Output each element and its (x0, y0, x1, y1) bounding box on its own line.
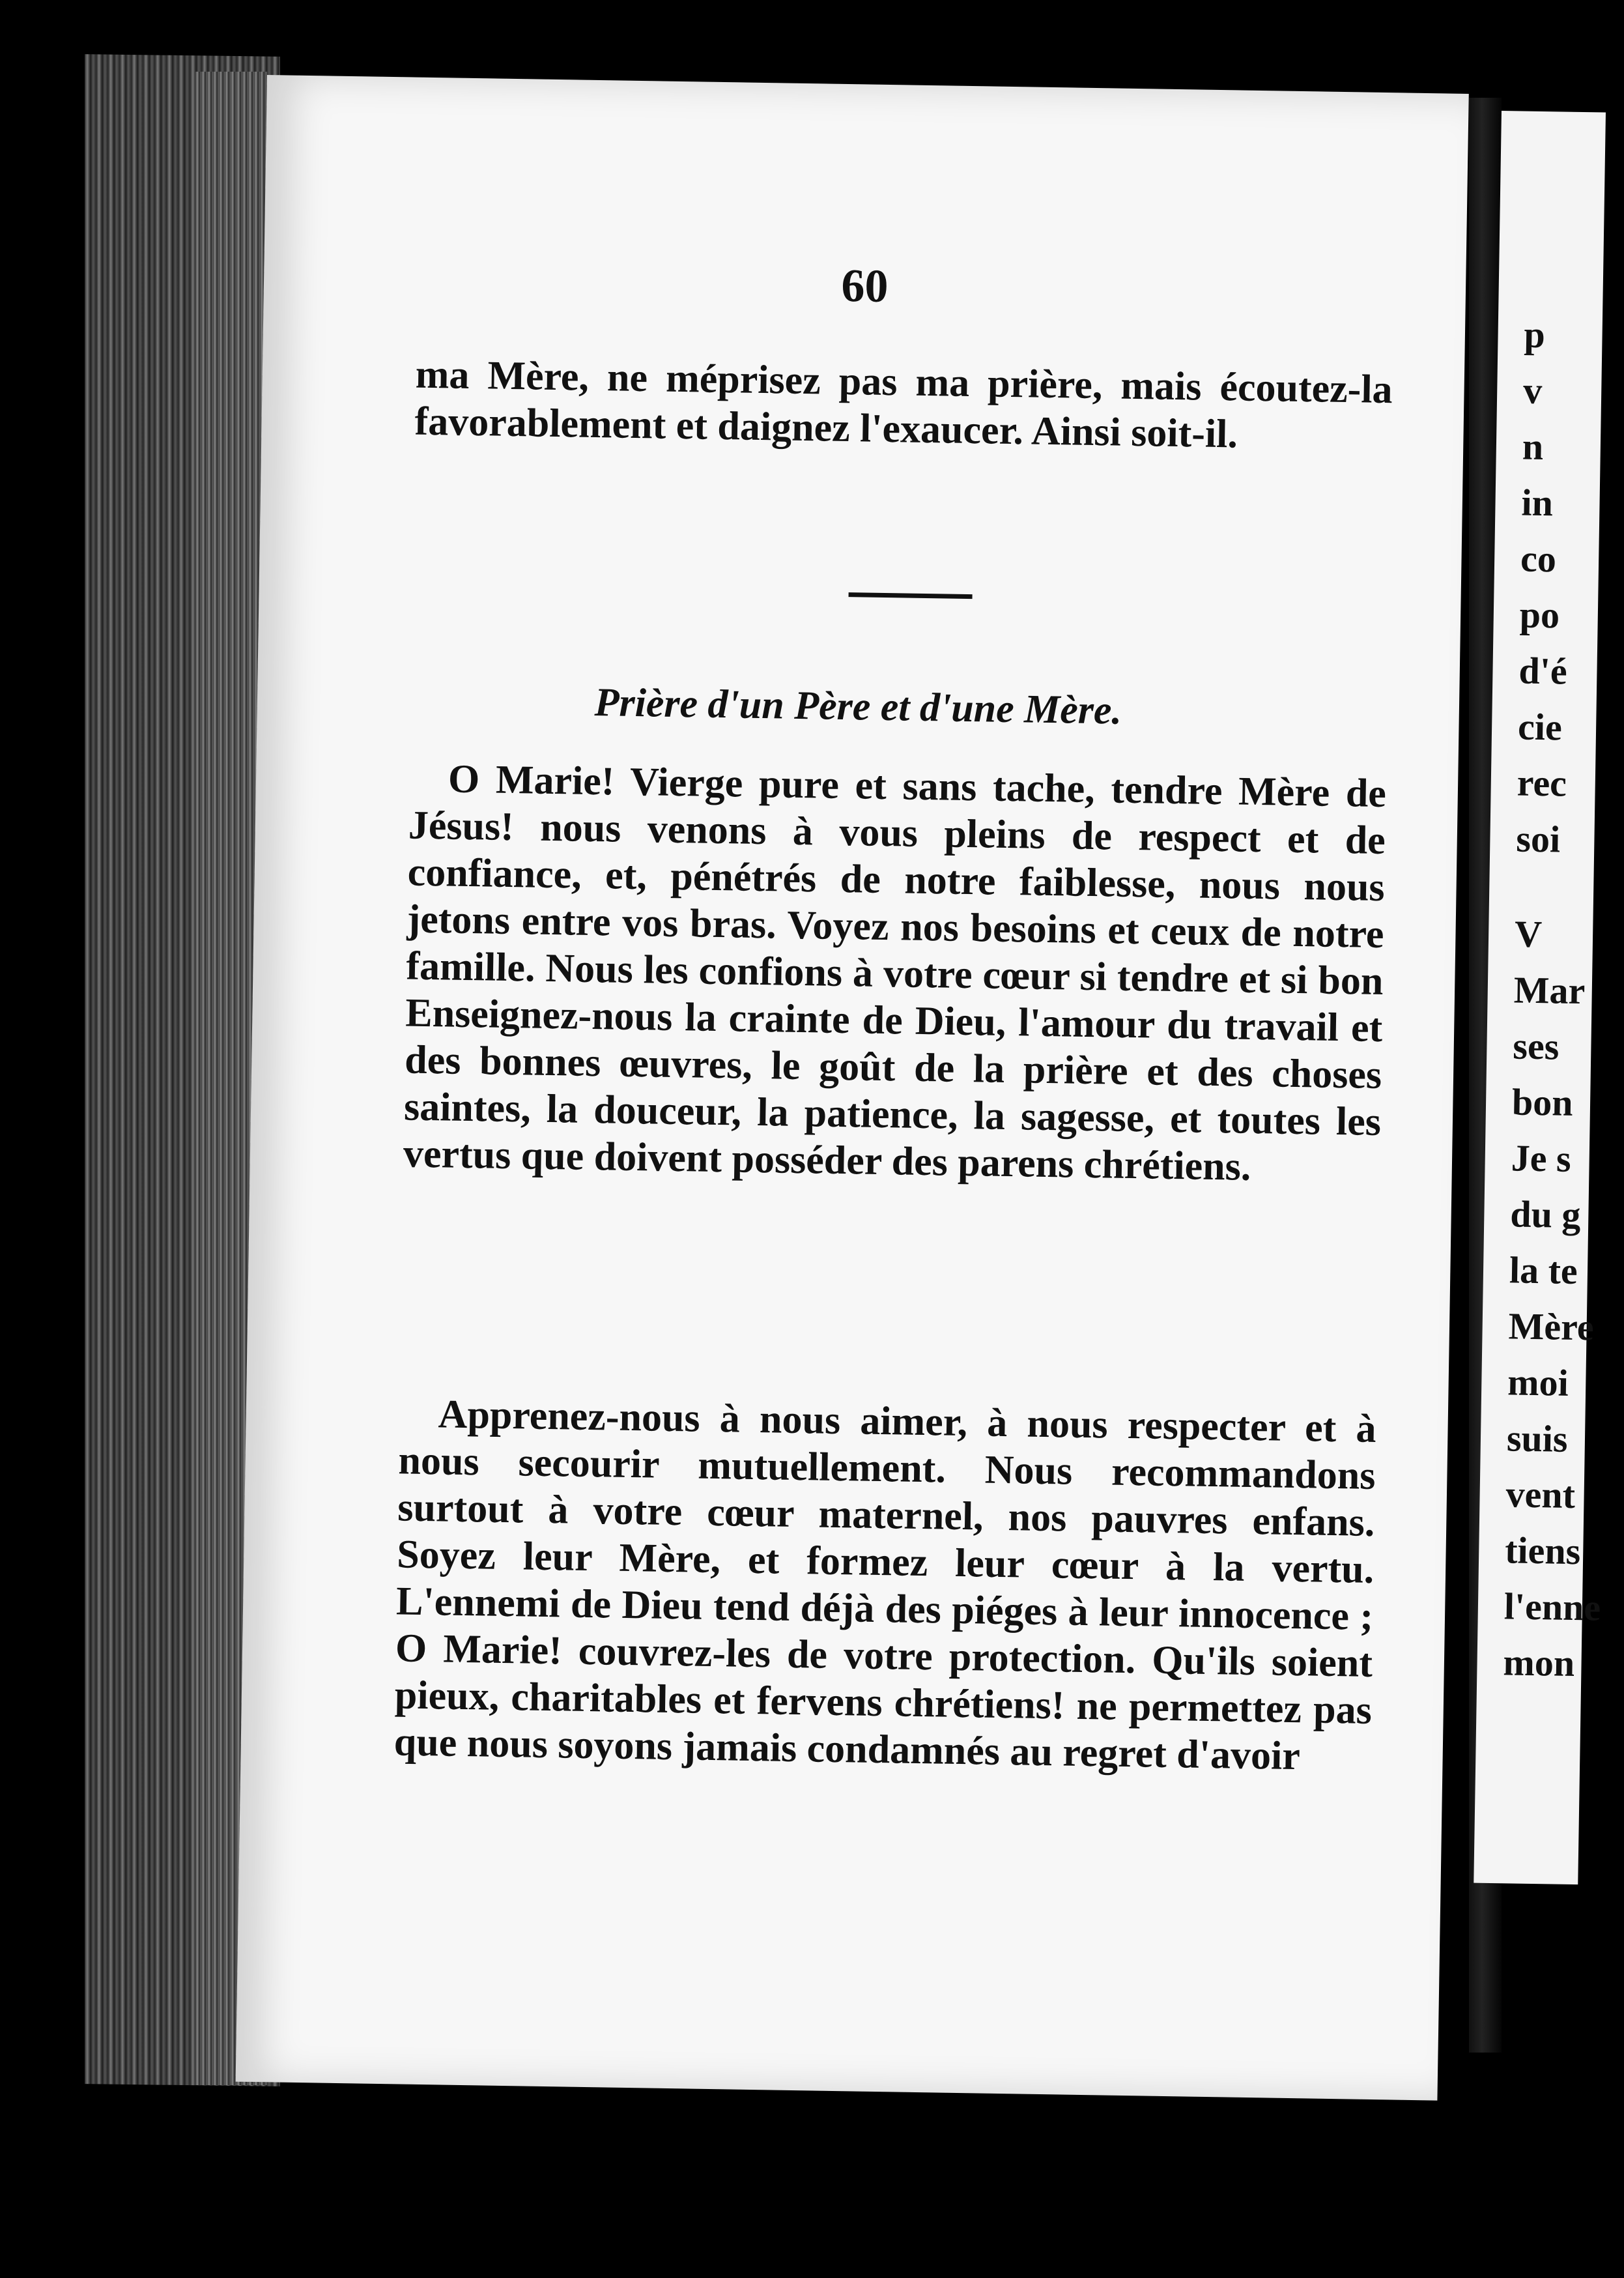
next-page-fragment: tiens (1504, 1529, 1581, 1573)
next-page-fragment: po (1519, 593, 1560, 637)
next-page-fragment: mon (1503, 1641, 1575, 1685)
next-page-text (1503, 307, 1621, 1692)
next-page-fragment: cie (1517, 705, 1563, 749)
section-divider (849, 592, 973, 599)
page-number: 60 (840, 259, 889, 313)
next-page-fragment: p (1524, 313, 1546, 356)
book-page (236, 75, 1469, 2101)
next-page-fragment: bon (1511, 1080, 1574, 1124)
next-page-fragment: moi (1507, 1361, 1569, 1404)
next-page-fragment: co (1520, 537, 1557, 581)
paragraph-continuation: ma Mère, ne méprisez pas ma prière, mais écoutez-la favorablement et daignez l'exaucer. Ainsi soit-il. (414, 352, 1393, 457)
next-page-fragment: du g (1509, 1192, 1581, 1237)
next-page-fragment: Mar (1513, 968, 1586, 1013)
next-page-fragment: soi (1515, 817, 1561, 861)
next-page-fragment: vent (1505, 1473, 1576, 1517)
next-page-fragment: d'é (1518, 649, 1568, 693)
next-page-fragment: Mère (1508, 1305, 1595, 1349)
prayer-paragraph-2: Apprenez-nous à nous aimer, à nous respecter et à nous secourir mutuellement. Nous recommandons surtout à votre cœur maternel, nos pauvres enfans. Soyez leur Mère, et formez leur cœur à la vertu. L'ennemi de Dieu tend déjà des piéges à leur innocence ; O Marie! couvrez-les de votre protection. Qu'ils soient pieux, charitables et fervens chrétiens! ne permettez pas que nous soyons jamais condamnés au regret d'avoir (393, 1392, 1377, 1779)
next-page-fragment: ses (1512, 1024, 1560, 1068)
next-page-fragment: n (1522, 425, 1544, 469)
next-page-fragment: rec (1517, 761, 1567, 805)
next-page-fragment: l'enne (1503, 1585, 1601, 1629)
next-page-fragment: v (1522, 369, 1543, 412)
next-page-fragment: la te (1509, 1248, 1578, 1293)
prayer-heading: Prière d'un Père et d'une Mère. (594, 680, 1122, 733)
prayer-paragraph-1: O Marie! Vierge pure et sans tache, tendre Mère de Jésus! nous venons à vous pleins de respect et de confiance, et, pénétrés de notre faiblesse, nous nous jetons entre vos bras. Voyez nos besoins et ceux de notre famille. Nous les confions à votre cœur si tendre et si bon Enseignez-nous la crainte de Dieu, l'amour du travail et des bonnes œuvres, le goût de la prière et des choses saintes, la douceur, la patience, la sagesse, et toutes les vertus que doivent posséder des parens chrétiens. (403, 757, 1387, 1189)
next-page-fragment: Je s (1511, 1136, 1572, 1180)
next-page-fragment: in (1521, 481, 1554, 525)
next-page-fragment: suis (1506, 1417, 1569, 1460)
next-page-fragment: V (1514, 912, 1543, 956)
